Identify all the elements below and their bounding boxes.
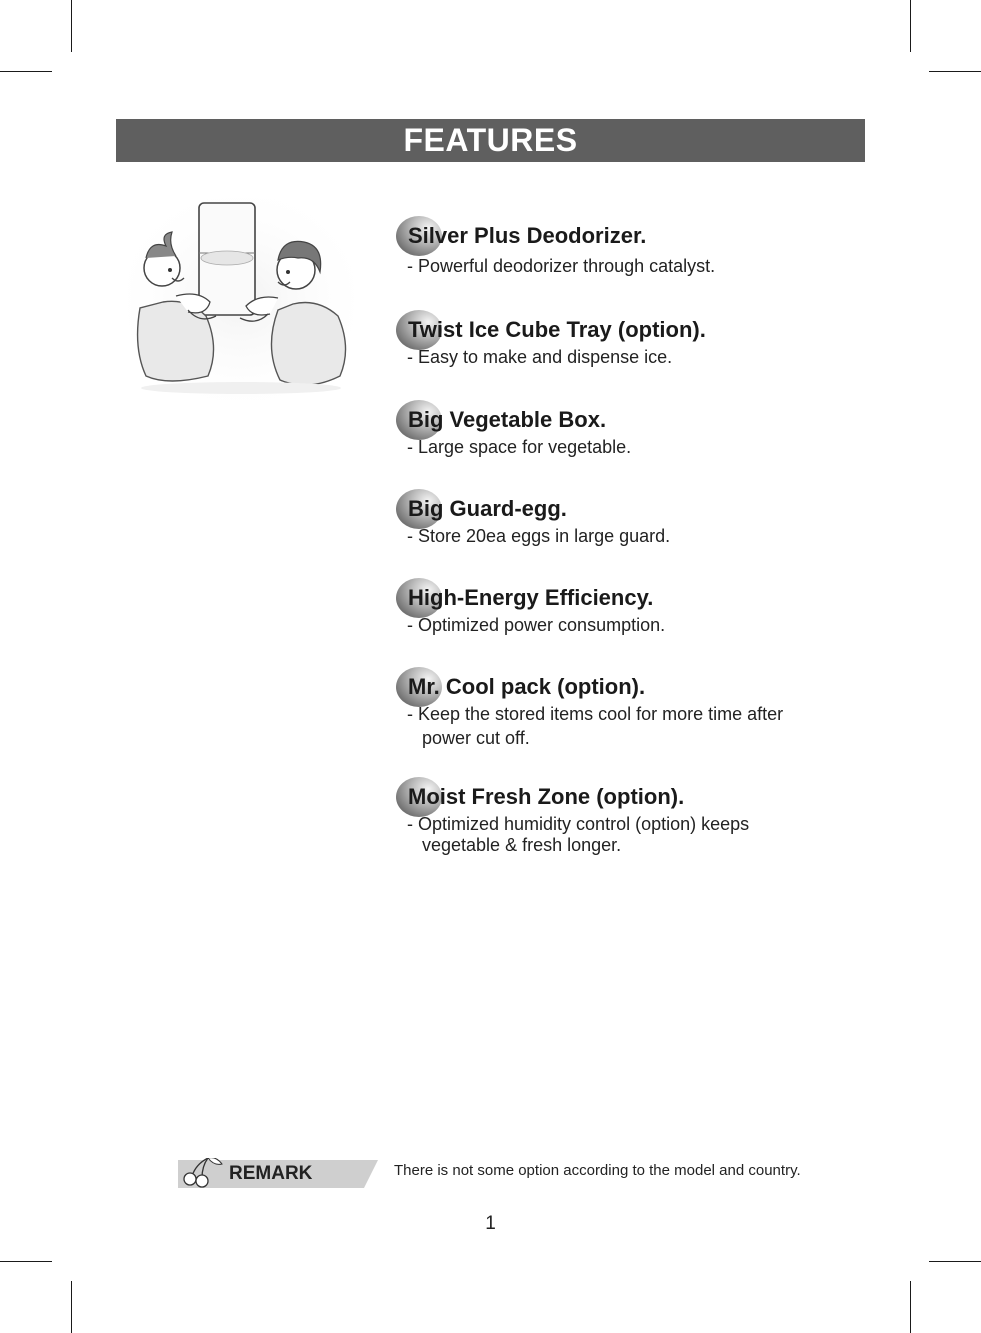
feature-description — [407, 345, 672, 369]
feature-description — [407, 524, 670, 548]
feature-description-line: - Large space for vegetable. — [407, 437, 632, 457]
feature-description-line: - Optimized power consumption. — [407, 615, 666, 635]
feature-item — [396, 400, 856, 470]
feature-description-line: vegetable & fresh longer. — [422, 835, 622, 855]
feature-description-line: - Store 20ea eggs in large guard. — [407, 526, 671, 546]
crop-mark — [929, 71, 981, 72]
feature-title: Big Vegetable Box. — [408, 407, 607, 432]
feature-description — [407, 814, 749, 856]
crop-mark — [910, 0, 911, 52]
feature-item — [396, 777, 856, 867]
crop-mark — [0, 1261, 52, 1262]
crop-mark — [0, 71, 52, 72]
feature-title: Big Guard-egg. — [408, 496, 567, 521]
feature-item — [396, 216, 856, 286]
crop-mark — [71, 0, 72, 52]
feature-description-line: - Optimized humidity control (option) keeps — [407, 814, 750, 834]
feature-title: Silver Plus Deodorizer. — [408, 223, 647, 248]
feature-item — [396, 667, 856, 757]
page-title: FEATURES — [403, 122, 578, 158]
feature-description — [407, 254, 715, 278]
refrigerator-illustration — [128, 198, 354, 400]
crop-mark — [910, 1281, 911, 1333]
feature-item — [396, 489, 856, 559]
feature-description — [407, 702, 783, 750]
feature-title: Mr. Cool pack (option). — [408, 674, 646, 699]
feature-title: High-Energy Efficiency. — [408, 585, 654, 610]
crop-mark — [71, 1281, 72, 1333]
feature-title: Twist Ice Cube Tray (option). — [408, 317, 706, 342]
feature-description-line: - Powerful deodorizer through catalyst. — [407, 256, 716, 276]
remark-text: There is not some option according to the model and country. — [394, 1162, 801, 1179]
feature-item — [396, 310, 856, 380]
page-number: 1 — [485, 1213, 496, 1234]
feature-description — [407, 435, 631, 459]
feature-description-line: - Easy to make and dispense ice. — [407, 347, 673, 367]
page-title-bar — [116, 119, 865, 162]
crop-mark — [929, 1261, 981, 1262]
feature-title: Moist Fresh Zone (option). — [408, 784, 685, 809]
two-people-with-refrigerator-illustration — [128, 198, 354, 400]
remark-label: REMARK — [229, 1163, 313, 1184]
feature-description — [407, 613, 665, 637]
feature-description-line: power cut off. — [422, 728, 530, 748]
feature-item — [396, 578, 856, 648]
feature-description-line: - Keep the stored items cool for more time after — [407, 704, 784, 724]
